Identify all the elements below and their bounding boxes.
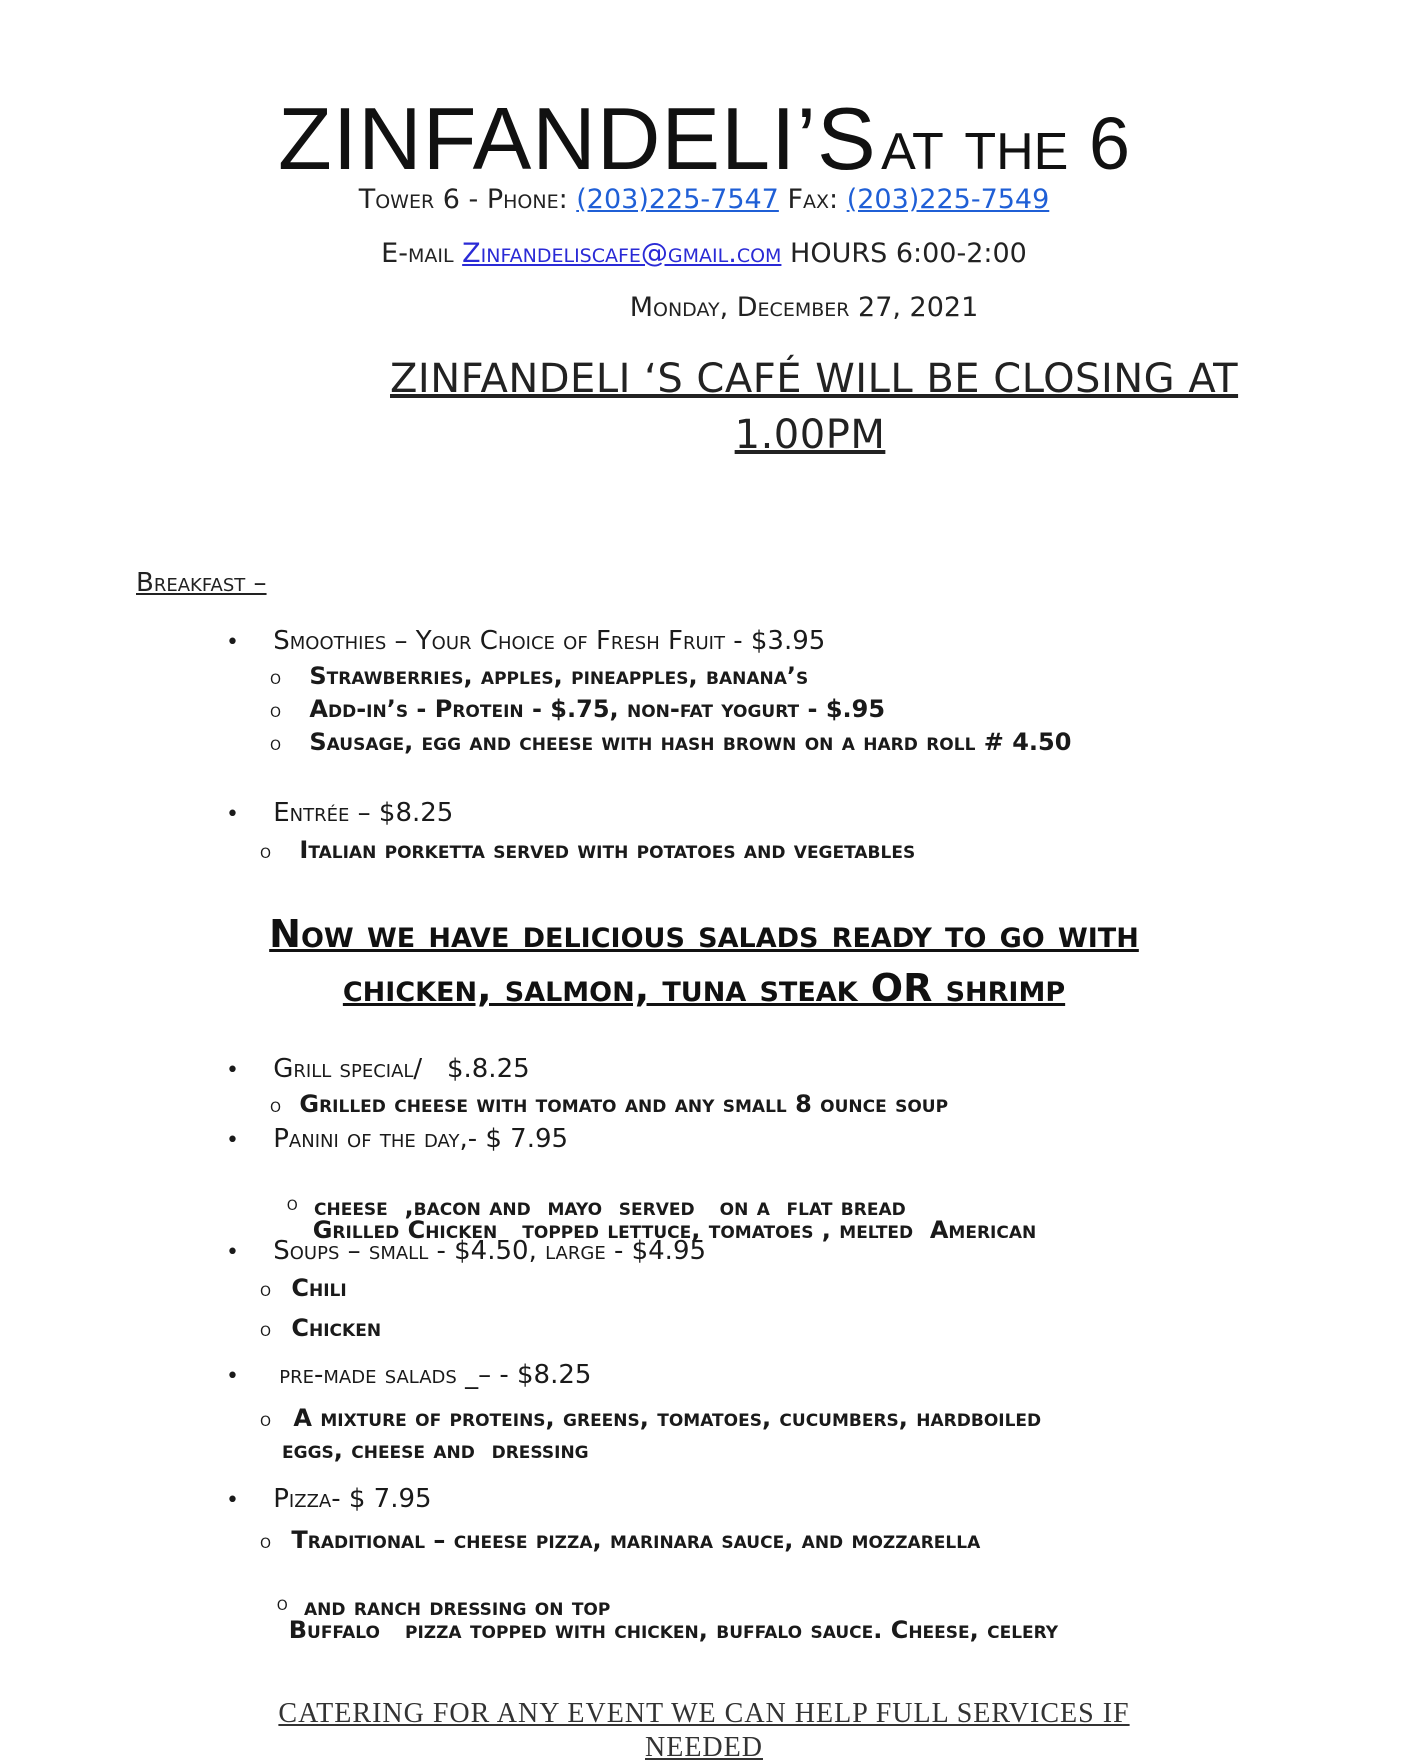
bullet-icon: • [226, 802, 239, 827]
catering-line1: CATERING FOR ANY EVENT WE CAN HELP FULL SERVICES IF [278, 1698, 1130, 1729]
sausage-roll: Sausage, egg and cheese with hash brown on a hard roll # 4.50 [309, 728, 1072, 756]
list-item [226, 1236, 706, 1266]
list-item [270, 1090, 948, 1118]
soup-chili: Chili [291, 1274, 347, 1302]
bullet-icon: • [226, 1240, 239, 1265]
circle-bullet-icon: o [270, 665, 282, 689]
bullet-icon: • [226, 1488, 239, 1513]
entree-text: Entrée – $8.25 [273, 798, 454, 828]
pizza-buffalo-1: Buffalo pizza topped with chicken, buffalo sauce. Cheese, celery [288, 1616, 1059, 1644]
list-item [270, 728, 1071, 756]
grill-special-text: Grill special/ $.8.25 [273, 1054, 530, 1084]
circle-bullet-icon: o [260, 1407, 272, 1431]
closing-notice-line2: 1.00PM [734, 412, 886, 458]
salads-desc-2: eggs, cheese and dressing [282, 1436, 589, 1464]
salads-promo-line1: Now we have delicious salads ready to go with [269, 912, 1139, 956]
list-item [226, 798, 453, 828]
panini-desc-2: cheese ,bacon and mayo served on a flat bread [314, 1193, 906, 1221]
list-item [226, 626, 825, 656]
smoothie-addins: Add-in’s - Protein - $.75, non-fat yogurt - $.95 [309, 695, 886, 723]
smoothie-fruits: Strawberries, apples, pineapples, banana’s [309, 662, 809, 690]
list-item [260, 1404, 1041, 1432]
email-link[interactable]: Zinfandeliscafe@gmail.com [462, 238, 782, 269]
soup-chicken: Chicken [291, 1314, 382, 1342]
list-item [260, 1526, 980, 1554]
catering-line2: NEEDED [645, 1732, 763, 1763]
phone-link[interactable]: (203)225-7547 [576, 184, 779, 215]
list-item [260, 836, 915, 864]
panini-desc-1: Grilled Chicken topped lettuce, tomatoes , melted American [312, 1216, 1037, 1244]
circle-bullet-icon: o [260, 1277, 272, 1301]
circle-bullet-icon: o [270, 731, 282, 755]
salads-promo-line2: chicken, salmon, tuna steak OR shrimp [342, 966, 1066, 1010]
salads-text: pre-made salads _– - $8.25 [279, 1360, 592, 1390]
list-item [270, 695, 885, 723]
list-item [226, 1124, 568, 1154]
entree-desc: Italian porketta served with potatoes and vegetables [299, 836, 916, 864]
list-item [270, 662, 808, 690]
title-tail: at the 6 [881, 102, 1131, 185]
bullet-icon: • [226, 1058, 239, 1083]
bullet-icon: • [226, 1128, 239, 1153]
breakfast-heading: Breakfast – [136, 568, 267, 598]
smoothies-text: Smoothies – Your Choice of Fresh Fruit - $3.95 [273, 626, 826, 656]
date-text: Monday, December 27, 2021 [629, 292, 979, 323]
list-item [260, 1274, 347, 1302]
bullet-icon: • [226, 1364, 239, 1389]
email-label: E-mail [381, 238, 454, 269]
grill-special-desc: Grilled cheese with tomato and any small 8 ounce soup [299, 1090, 949, 1118]
panini-text: Panini of the day,- $ 7.95 [273, 1124, 569, 1154]
circle-bullet-icon: o [270, 1093, 282, 1117]
list-item [226, 1484, 432, 1514]
pizza-traditional: Traditional – cheese pizza, marinara sauce, and mozzarella [291, 1526, 981, 1554]
pizza-buffalo-2: and ranch dressing on top [304, 1593, 611, 1621]
circle-bullet-icon: o [286, 1191, 298, 1215]
closing-notice-line1: ZINFANDELI ‘S CAFÉ WILL BE CLOSING AT [390, 356, 1239, 402]
list-item [226, 1360, 591, 1390]
circle-bullet-icon: o [260, 1317, 272, 1341]
page-title [0, 88, 1408, 190]
salads-desc-1: A mixture of proteins, greens, tomatoes, cucumbers, hardboiled [293, 1404, 1042, 1432]
pizza-text: Pizza- $ 7.95 [273, 1484, 432, 1514]
circle-bullet-icon: o [260, 1529, 272, 1553]
title-main: ZINFANDELI’S [277, 89, 877, 188]
tower-label: Tower 6 - Phone: [358, 184, 568, 215]
fax-label: Fax: [787, 184, 839, 215]
circle-bullet-icon: o [276, 1591, 288, 1615]
list-item [226, 1054, 530, 1084]
soups-text: Soups – small - $4.50, large - $4.95 [273, 1236, 707, 1266]
contact-line [0, 184, 1408, 215]
hours-text: HOURS 6:00-2:00 [790, 238, 1027, 269]
circle-bullet-icon: o [270, 698, 282, 722]
circle-bullet-icon: o [260, 839, 272, 863]
list-item [260, 1314, 381, 1342]
fax-link[interactable]: (203)225-7549 [846, 184, 1050, 215]
email-line [0, 238, 1408, 269]
bullet-icon: • [226, 630, 239, 655]
